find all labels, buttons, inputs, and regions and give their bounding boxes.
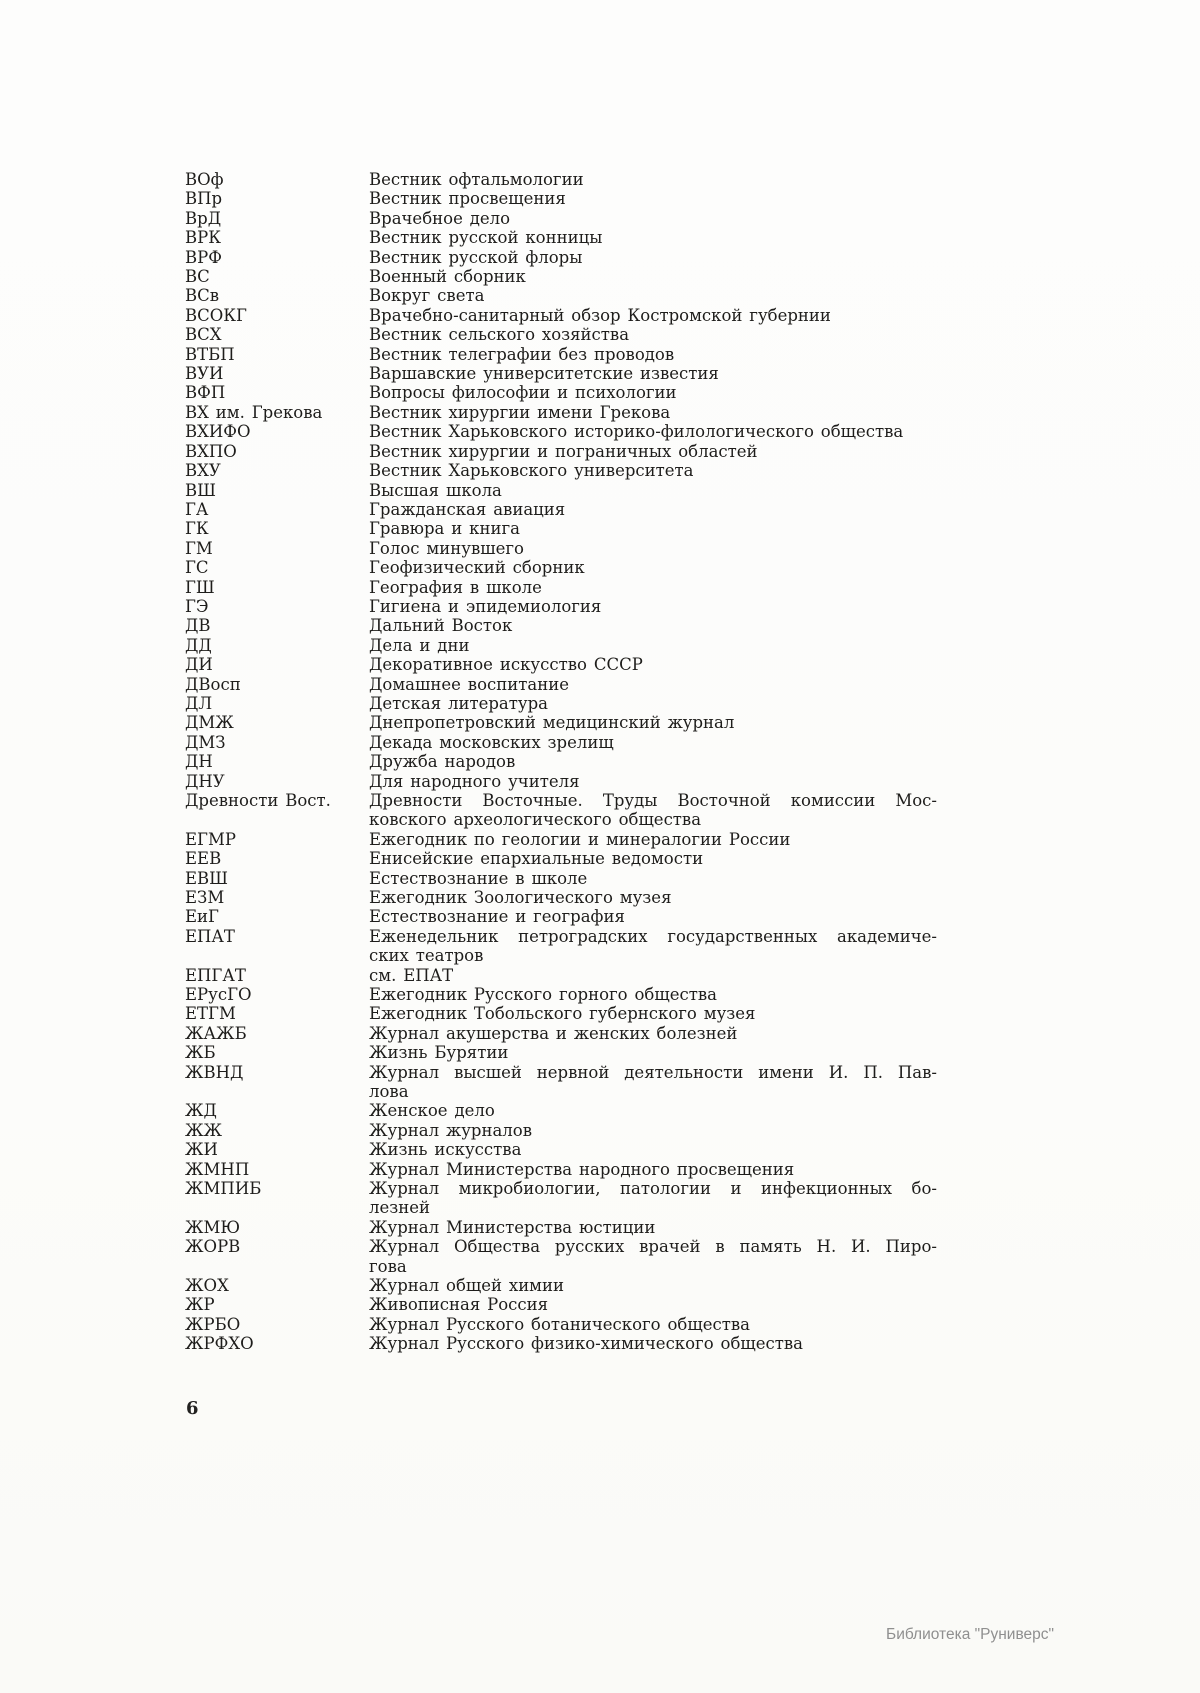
entry-row bbox=[185, 616, 937, 635]
entry-row bbox=[185, 888, 937, 907]
abbreviation: ГС bbox=[185, 558, 209, 578]
definition bbox=[369, 364, 937, 383]
abbreviation: ВРФ bbox=[185, 247, 222, 267]
entry-row bbox=[185, 403, 937, 422]
abbreviation: ЖОХ bbox=[185, 1276, 229, 1296]
entry-row bbox=[185, 364, 937, 383]
entry-row bbox=[185, 1218, 937, 1237]
entry-row bbox=[185, 597, 937, 616]
definition bbox=[369, 849, 937, 868]
definition bbox=[369, 1024, 937, 1043]
abbreviation: ГШ bbox=[185, 577, 215, 597]
definition-line: Днепропетровский медицинский журнал bbox=[369, 713, 735, 733]
definition bbox=[369, 675, 937, 694]
definition-line: Высшая школа bbox=[369, 480, 502, 500]
abbreviation: ЖОРВ bbox=[185, 1237, 241, 1257]
entry-row bbox=[185, 578, 937, 597]
definition-line: Гигиена и эпидемиология bbox=[369, 596, 602, 616]
definition bbox=[369, 616, 937, 635]
entry-row bbox=[185, 286, 937, 305]
abbreviation: ВРК bbox=[185, 228, 221, 248]
entry-row bbox=[185, 383, 937, 402]
entry-row bbox=[185, 170, 937, 189]
entry-row bbox=[185, 675, 937, 694]
definition-line: Декада московских зрелищ bbox=[369, 732, 614, 752]
abbreviation: ВСХ bbox=[185, 325, 222, 345]
definition-line: Вестник хирургии и пограничных областей bbox=[369, 441, 758, 461]
definition bbox=[369, 383, 937, 402]
definition-line: Вестник Харьковского университета bbox=[369, 461, 694, 481]
abbreviation: ВТБП bbox=[185, 344, 235, 364]
abbreviation: ЕПГАТ bbox=[185, 965, 246, 985]
definition bbox=[369, 713, 937, 732]
entry-row bbox=[185, 442, 937, 461]
definition bbox=[369, 1121, 937, 1140]
definition-line: Ежегодник по геологии и минералогии России bbox=[369, 829, 791, 849]
entry-row bbox=[185, 209, 937, 228]
definition bbox=[369, 1237, 937, 1276]
definition-line: Врачебное дело bbox=[369, 208, 511, 228]
entry-row bbox=[185, 772, 937, 791]
definition bbox=[369, 345, 937, 364]
definition-line: Жизнь искусства bbox=[369, 1140, 522, 1160]
definition bbox=[369, 481, 937, 500]
definition bbox=[369, 170, 937, 189]
definition-line: Детская литература bbox=[369, 693, 549, 713]
entry-row bbox=[185, 1140, 937, 1159]
definition bbox=[369, 791, 937, 830]
definition bbox=[369, 772, 937, 791]
abbreviation: ЖМНП bbox=[185, 1159, 250, 1179]
entry-row bbox=[185, 1121, 937, 1140]
definition-line: Журнал Министерства юстиции bbox=[369, 1217, 656, 1237]
definition-line: см. ЕПАТ bbox=[369, 965, 454, 985]
definition bbox=[369, 597, 937, 616]
definition bbox=[369, 519, 937, 538]
abbreviation: Древности Вост. bbox=[185, 791, 331, 810]
definition-line: Ежегодник Зоологического музея bbox=[369, 888, 672, 908]
definition bbox=[369, 1160, 937, 1179]
definition bbox=[369, 209, 937, 228]
entry-row bbox=[185, 1237, 937, 1276]
entry-row bbox=[185, 558, 937, 577]
definition-line: Журнал Общества русских врачей в память Н. И. Пиро- bbox=[369, 1237, 937, 1257]
definition-line: Декоративное искусство СССР bbox=[369, 655, 643, 675]
abbreviation: ВШ bbox=[185, 480, 216, 500]
definition bbox=[369, 228, 937, 247]
definition bbox=[369, 267, 937, 286]
entry-row bbox=[185, 1276, 937, 1295]
definition bbox=[369, 830, 937, 849]
definition-line: Вестник офтальмологии bbox=[369, 170, 584, 189]
entry-row bbox=[185, 461, 937, 480]
abbreviation: ВУИ bbox=[185, 364, 224, 384]
definition bbox=[369, 286, 937, 305]
abbreviation: ЕГМР bbox=[185, 829, 236, 849]
abbreviation: ВХУ bbox=[185, 461, 221, 481]
definition bbox=[369, 403, 937, 422]
abbreviation: ДЛ bbox=[185, 693, 213, 713]
definition bbox=[369, 558, 937, 577]
abbreviation: ГЭ bbox=[185, 596, 209, 616]
abbreviation: ДВ bbox=[185, 616, 211, 636]
definition-line: Древности Восточные. Труды Восточной комиссии Мос- bbox=[369, 791, 937, 810]
definition bbox=[369, 1218, 937, 1237]
entry-row bbox=[185, 248, 937, 267]
definition bbox=[369, 248, 937, 267]
definition bbox=[369, 189, 937, 208]
entry-row bbox=[185, 519, 937, 538]
abbreviation: ВХИФО bbox=[185, 422, 251, 442]
entry-row bbox=[185, 189, 937, 208]
abbreviation: ВФП bbox=[185, 383, 226, 403]
definition bbox=[369, 306, 937, 325]
definition bbox=[369, 694, 937, 713]
definition bbox=[369, 752, 937, 771]
definition bbox=[369, 1004, 937, 1023]
library-watermark: Библиотека "Руниверс" bbox=[886, 1626, 1054, 1643]
abbreviation: ЕРусГО bbox=[185, 985, 252, 1005]
definition-line: Вестник русской конницы bbox=[369, 228, 603, 248]
definition-line: Для народного учителя bbox=[369, 771, 580, 791]
entry-row bbox=[185, 869, 937, 888]
definition bbox=[369, 1101, 937, 1120]
abbreviation: ЕТГМ bbox=[185, 1004, 236, 1024]
abbreviation: ЖР bbox=[185, 1295, 215, 1315]
abbreviation: ВПр bbox=[185, 189, 223, 209]
definition-line: Военный сборник bbox=[369, 267, 526, 287]
entry-row bbox=[185, 694, 937, 713]
definition-line: Гравюра и книга bbox=[369, 519, 520, 539]
definition-line: Ежегодник Тобольского губернского музея bbox=[369, 1004, 756, 1024]
abbreviation: ДМЗ bbox=[185, 732, 226, 752]
abbreviation: ЖРБО bbox=[185, 1314, 241, 1334]
entry-row bbox=[185, 752, 937, 771]
definition bbox=[369, 442, 937, 461]
entry-row bbox=[185, 1024, 937, 1043]
definition-line: Дела и дни bbox=[369, 635, 470, 655]
definition bbox=[369, 869, 937, 888]
definition-line: Естествознание и география bbox=[369, 907, 625, 927]
definition-line: Журнал высшей нервной деятельности имени И. П. Пав- bbox=[369, 1062, 937, 1082]
definition-line: Варшавские университетские известия bbox=[369, 364, 719, 384]
definition-line: Женское дело bbox=[369, 1101, 495, 1121]
definition-line: Вестник русской флоры bbox=[369, 247, 583, 267]
abbreviation: ЖБ bbox=[185, 1043, 216, 1063]
definition-line: Журнал Русского физико-химического общества bbox=[369, 1334, 803, 1354]
abbreviation: ЕЕВ bbox=[185, 849, 222, 869]
entry-row bbox=[185, 1101, 937, 1120]
definition-line: лова bbox=[369, 1082, 409, 1102]
definition-line: Ежегодник Русского горного общества bbox=[369, 985, 717, 1005]
entry-row bbox=[185, 1315, 937, 1334]
definition bbox=[369, 461, 937, 480]
definition-line: Журнал Министерства народного просвещения bbox=[369, 1159, 795, 1179]
definition-line: Вестник телеграфии без проводов bbox=[369, 344, 675, 364]
definition-line: Вестник сельского хозяйства bbox=[369, 325, 630, 345]
definition bbox=[369, 422, 937, 441]
abbreviation: ЕПАТ bbox=[185, 926, 235, 946]
definition bbox=[369, 655, 937, 674]
abbreviation: ЖМПИБ bbox=[185, 1179, 262, 1199]
definition-line: Журнал журналов bbox=[369, 1120, 533, 1140]
definition bbox=[369, 578, 937, 597]
abbreviation: ЕЗМ bbox=[185, 888, 225, 908]
definition bbox=[369, 985, 937, 1004]
abbreviation: ВСв bbox=[185, 286, 220, 306]
entry-row bbox=[185, 830, 937, 849]
abbreviation: ЖРФХО bbox=[185, 1334, 254, 1354]
entry-row bbox=[185, 500, 937, 519]
definition-line: Журнал микробиологии, патологии и инфекционных бо- bbox=[369, 1179, 937, 1199]
entry-row bbox=[185, 966, 937, 985]
definition bbox=[369, 1140, 937, 1159]
abbreviation: ДД bbox=[185, 635, 212, 655]
definition bbox=[369, 966, 937, 985]
abbreviation: ДНУ bbox=[185, 771, 225, 791]
definition bbox=[369, 1315, 937, 1334]
definition bbox=[369, 927, 937, 966]
definition-line: Врачебно-санитарный обзор Костромской губернии bbox=[369, 305, 831, 325]
definition bbox=[369, 733, 937, 752]
abbreviation: ВОф bbox=[185, 170, 224, 189]
definition bbox=[369, 1295, 937, 1314]
definition bbox=[369, 907, 937, 926]
definition-line: Еженедельник петроградских государственных академиче- bbox=[369, 926, 937, 946]
definition bbox=[369, 325, 937, 344]
abbreviation: ГМ bbox=[185, 538, 213, 558]
abbreviation: ЖЖ bbox=[185, 1120, 223, 1140]
abbreviation: ВХПО bbox=[185, 441, 237, 461]
definition-line: Домашнее воспитание bbox=[369, 674, 569, 694]
definition-line: Вестник просвещения bbox=[369, 189, 566, 209]
entry-row bbox=[185, 1160, 937, 1179]
abbreviation: ДВосп bbox=[185, 674, 241, 694]
entry-row bbox=[185, 985, 937, 1004]
definition bbox=[369, 636, 937, 655]
entry-row bbox=[185, 228, 937, 247]
abbreviation-list bbox=[185, 170, 937, 1354]
entry-row bbox=[185, 1063, 937, 1102]
definition-line: Вокруг света bbox=[369, 286, 485, 306]
definition-line: Дальний Восток bbox=[369, 616, 513, 636]
definition-line: Дружба народов bbox=[369, 752, 516, 772]
abbreviation: ДМЖ bbox=[185, 713, 234, 733]
definition-line: Жизнь Бурятии bbox=[369, 1043, 509, 1063]
definition-line: Геофизический сборник bbox=[369, 558, 585, 578]
abbreviation: ЖВНД bbox=[185, 1062, 244, 1082]
definition-line: ских театров bbox=[369, 946, 484, 966]
definition-line: Журнал Русского ботанического общества bbox=[369, 1314, 750, 1334]
page-number: 6 bbox=[186, 1398, 199, 1419]
definition-line: Гражданская авиация bbox=[369, 499, 566, 519]
entry-row bbox=[185, 1043, 937, 1062]
entry-row bbox=[185, 791, 937, 830]
definition-line: Живописная Россия bbox=[369, 1295, 549, 1315]
abbreviation: ВХ им. Грекова bbox=[185, 402, 323, 422]
abbreviation: ЕиГ bbox=[185, 907, 219, 927]
definition-line: Журнал акушерства и женских болезней bbox=[369, 1023, 738, 1043]
definition-line: Енисейские епархиальные ведомости bbox=[369, 849, 704, 869]
definition-line: лезней bbox=[369, 1198, 431, 1218]
definition-line: Голос минувшего bbox=[369, 538, 524, 558]
entry-row bbox=[185, 636, 937, 655]
entry-row bbox=[185, 655, 937, 674]
definition bbox=[369, 1063, 937, 1102]
abbreviation: ЖИ bbox=[185, 1140, 218, 1160]
entry-row bbox=[185, 849, 937, 868]
definition-line: Вестник Харьковского историко-филологического общества bbox=[369, 422, 904, 442]
entry-row bbox=[185, 1295, 937, 1314]
entry-row bbox=[185, 733, 937, 752]
abbreviation: ВС bbox=[185, 267, 210, 287]
definition bbox=[369, 1276, 937, 1295]
entry-row bbox=[185, 325, 937, 344]
abbreviation: ВСОКГ bbox=[185, 305, 247, 325]
entry-row bbox=[185, 1004, 937, 1023]
definition-line: География в школе bbox=[369, 577, 542, 597]
entry-row bbox=[185, 1179, 937, 1218]
entry-row bbox=[185, 539, 937, 558]
definition-line: Естествознание в школе bbox=[369, 868, 588, 888]
entry-row bbox=[185, 481, 937, 500]
definition-line: ковского археологического общества bbox=[369, 810, 702, 830]
abbreviation: ВрД bbox=[185, 208, 222, 228]
definition bbox=[369, 1043, 937, 1062]
entry-row bbox=[185, 927, 937, 966]
abbreviation: ЖД bbox=[185, 1101, 217, 1121]
abbreviation: ГА bbox=[185, 499, 209, 519]
definition-line: Вопросы философии и психологии bbox=[369, 383, 677, 403]
definition bbox=[369, 539, 937, 558]
entry-row bbox=[185, 422, 937, 441]
entry-row bbox=[185, 1334, 937, 1353]
definition bbox=[369, 1334, 937, 1353]
abbreviation: ГК bbox=[185, 519, 209, 539]
abbreviation: ЕВШ bbox=[185, 868, 228, 888]
entry-row bbox=[185, 713, 937, 732]
definition bbox=[369, 1179, 937, 1218]
abbreviation: ЖАЖБ bbox=[185, 1023, 247, 1043]
definition-line: Журнал общей химии bbox=[369, 1276, 565, 1296]
definition bbox=[369, 888, 937, 907]
entry-row bbox=[185, 306, 937, 325]
abbreviation: ЖМЮ bbox=[185, 1217, 241, 1237]
entry-row bbox=[185, 345, 937, 364]
abbreviation: ДН bbox=[185, 752, 213, 772]
abbreviation: ДИ bbox=[185, 655, 213, 675]
definition-line: гова bbox=[369, 1256, 407, 1276]
definition-line: Вестник хирургии имени Грекова bbox=[369, 402, 671, 422]
entry-row bbox=[185, 267, 937, 286]
entry-row bbox=[185, 907, 937, 926]
definition bbox=[369, 500, 937, 519]
